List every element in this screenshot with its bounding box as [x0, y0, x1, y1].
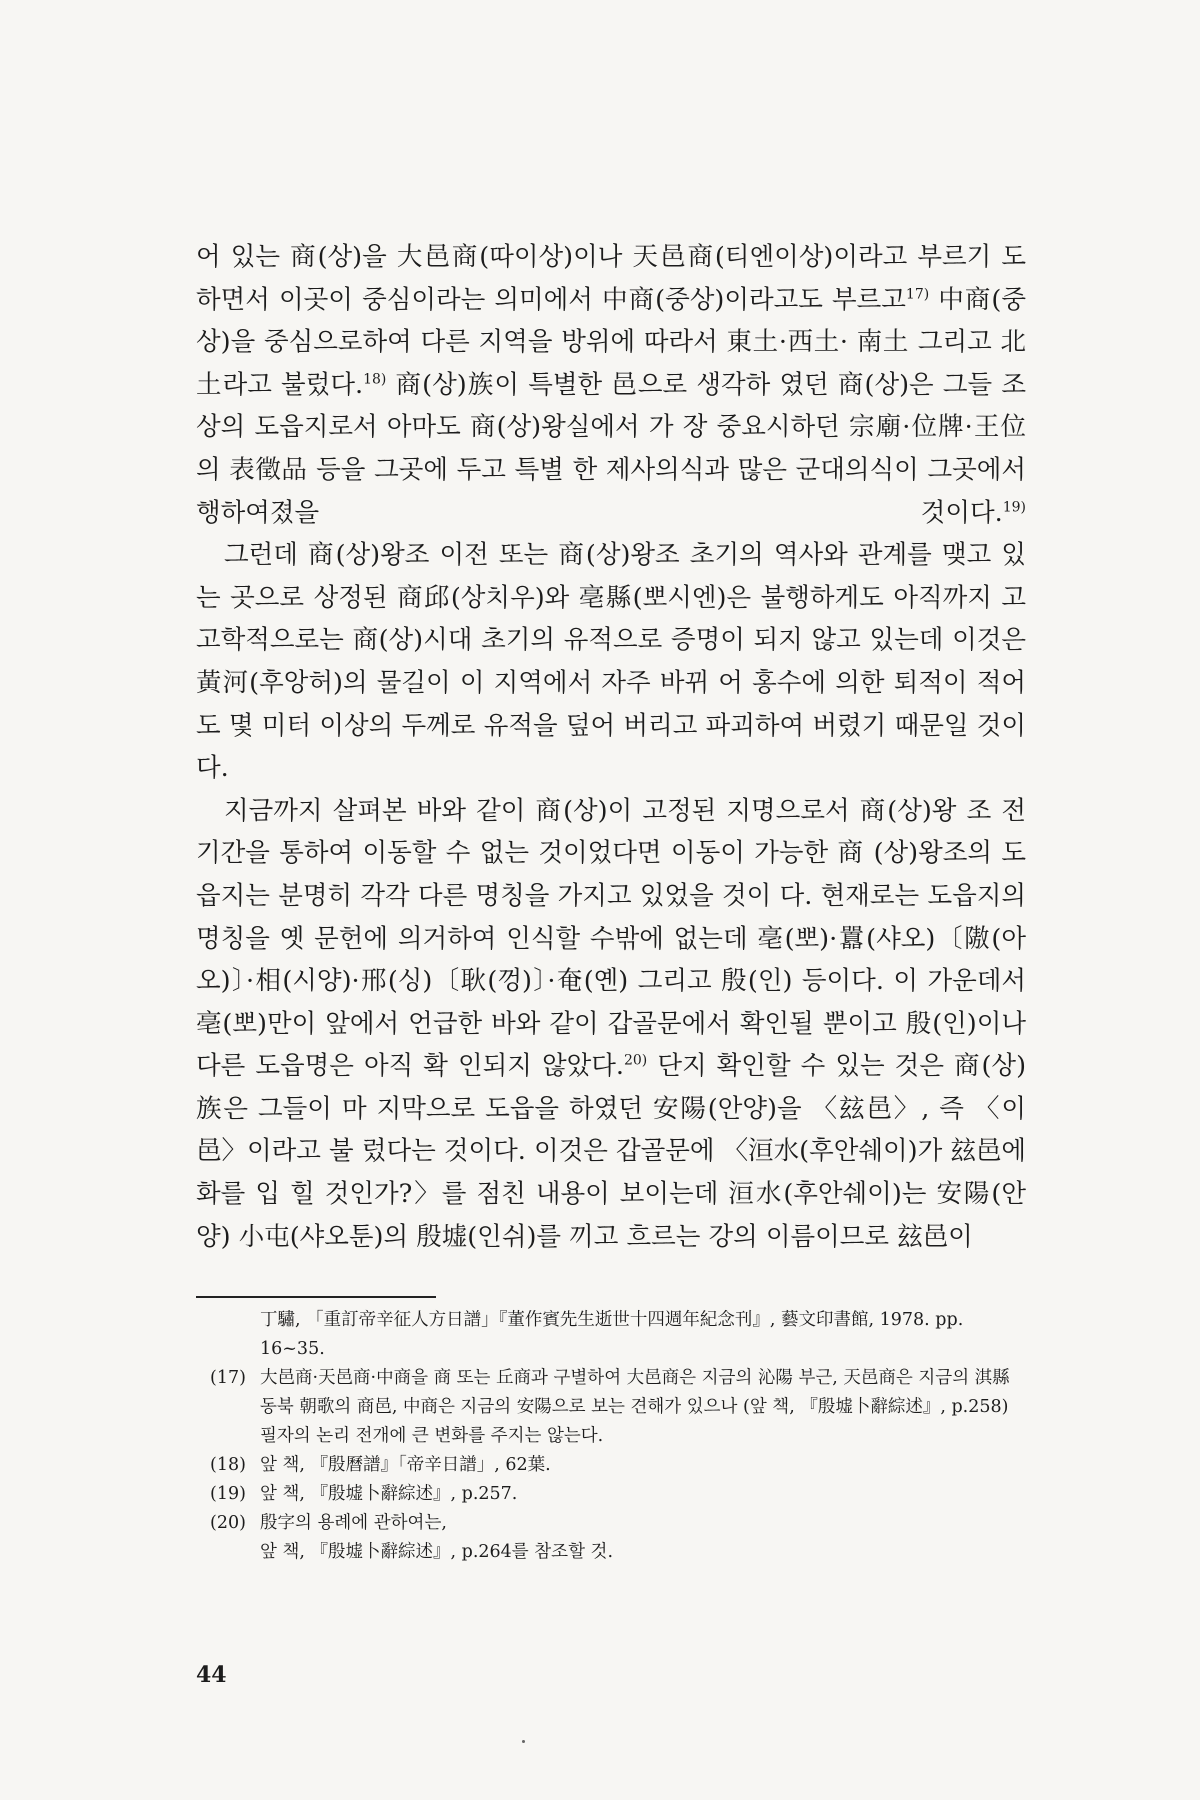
- paragraph: [196, 790, 1026, 1259]
- text-line: 같이 갑골문에서 확인될 뿐이고 殷(인)이나 다른 도읍명은 아직 확: [196, 1008, 1026, 1082]
- footnote: [210, 1451, 1030, 1480]
- text-line: 한 제사의식과 많은 군대의식이 그곳에서 행하여졌을 것이다.: [196, 454, 1027, 528]
- text-line: 商(상)族이 특별한 邑으로 생각하: [386, 369, 771, 400]
- footnotes: [210, 1306, 1030, 1567]
- text-line: 다. 현재로는 도읍지의 명칭을 옛 문헌에 의거하여 인식할 수밖에: [196, 880, 1027, 954]
- text-line: 맺고 있는 곳으로 상정된 商邱(상치우)와 亳縣(뽀시엔)은 불행하게도: [196, 540, 1026, 613]
- paragraph: [196, 534, 1026, 790]
- text-line: 였던 商(상)은 그들 조상의 도읍지로서 아마도 商(상)왕실에서 가: [196, 369, 1026, 443]
- text-line: 도 하면서 이곳이 중심이라는 의미에서 中商(중상)이라고도 부르고: [196, 242, 1027, 315]
- text-line: 그런데 商(상)왕조 이전 또는 商(상)왕조 초기의 역사와 관계를: [224, 540, 932, 571]
- footnote-text: 앞 책, 『殷墟卜辭綜述』, p.264를 참조할 것.: [260, 1542, 614, 1562]
- text-line: 中商(중상)을 중심으로하여 다른 지역을 방위에 따라서 東土·西土·: [196, 284, 1027, 358]
- footnote-number: (20): [210, 1513, 246, 1533]
- paragraph: [196, 236, 1026, 534]
- footnote: [210, 1364, 1030, 1451]
- footnote-ref: 17): [905, 286, 930, 303]
- text-line: 南土 그리고 北土라고 불렀다.: [196, 327, 1026, 400]
- footnote-ref: 19): [1002, 499, 1026, 516]
- footnote-text: 殷字의 용례에 관하여는,: [260, 1513, 447, 1533]
- text-line: 단지 확인할 수 있는 것은 商(상)族은 그들이 마: [196, 1051, 1027, 1124]
- footnote-number: (17): [210, 1368, 246, 1388]
- page-number: 44: [196, 1662, 227, 1688]
- text-line: 小屯(샤오툰)의 殷墟(인쉬)를 끼고 흐르는 강의 이름이므로 玆邑이: [238, 1221, 973, 1252]
- footnote-text: 丁驌, 「重訂帝辛征人方日譜」『董作賓先生逝世十四週年紀念刊』, 藝文印書館, 1978. pp. 16~35.: [260, 1310, 964, 1359]
- text-line: 않고 있는데 이것은 黃河(후앙허)의 물길이 이 지역에서 자주 바뀌: [196, 625, 1026, 698]
- footnote: [210, 1538, 1030, 1567]
- footnote-text: 앞 책, 『殷墟卜辭綜述』, p.257.: [260, 1484, 518, 1504]
- text-line: 조 전기간을 통하여 이동할 수 없는 것이었다면 이동이 가능한 商: [196, 795, 1027, 869]
- text-line: 어 홍수에 의한 퇴적이 적어도 몇 미터 이상의 두께로 유적을 덮어: [196, 667, 1026, 741]
- text-line: 없는데 亳(뽀)·囂(샤오)〔隞(아오)〕·相(시양)·邢(싱)〔耿(껑)〕·奄(옌): [196, 923, 1027, 997]
- text-line: 아직까지 고고학적으로는 商(상)시대 초기의 유적으로 증명이 되지: [196, 582, 1027, 656]
- text-line: 인되지 않았다.: [458, 1051, 624, 1082]
- scan-speck: [522, 1740, 525, 1743]
- text-line: 버리고 파괴하여 버렸기 때문일 것이다.: [196, 710, 1027, 784]
- text-line: 지막으로 도읍을 하였던 安陽(안양)을 〈玆邑〉, 즉 〈이 邑〉이라고 불: [196, 1093, 1026, 1167]
- footnote-ref: 20): [623, 1052, 648, 1069]
- footnote: [210, 1509, 1030, 1538]
- footnote-number: (19): [210, 1484, 246, 1504]
- footnote-ref: 18): [363, 371, 387, 388]
- text-line: 지금까지 살펴본 바와 같이 商(상)이 고정된 지명으로서 商(상)왕: [224, 795, 957, 826]
- footnote-text: 앞 책, 『殷曆譜』「帝辛日譜」, 62葉.: [260, 1455, 551, 1475]
- text-line: 어 있는 商(상)을 大邑商(따이상)이나 天邑商(티엔이상)이라고 부르기: [196, 242, 992, 272]
- footnote-number: (18): [210, 1455, 246, 1475]
- text-line: (상)왕조의 도읍지는 분명히 각각 다른 명칭을 가지고 있었을 것이: [196, 838, 1027, 911]
- text-line: 렀다는 것이다. 이것은 갑골문에 〈洹水(후안쉐이)가 玆邑에 화를 입: [196, 1136, 1027, 1210]
- footnote-divider: [196, 1296, 436, 1298]
- footnote: [210, 1306, 1030, 1364]
- body-text: [196, 236, 1026, 1258]
- text-line: 힐 것인가?〉를 점친 내용이 보이는데 洹水(후안쉐이)는 安陽(안양): [196, 1179, 1026, 1252]
- footnote-text: 大邑商·天邑商·中商을 商 또는 丘商과 구별하여 大邑商은 지금의 沁陽 부근, 天邑商은 지금의 淇縣 동북 朝歌의 商邑, 中商은 지금의 安陽으로 보는 견해가 있으나 (앞 책, 『殷墟卜辭綜述』, p.258) 필자의 논리 전개에 큰 변화를 주지는 않는다.: [260, 1368, 1010, 1446]
- text-line: 장 중요시하던 宗廟·位牌·王位의 表徵品 등을 그곳에 두고 특별: [196, 412, 1027, 485]
- text-line: 그리고 殷(인) 등이다. 이 가운데서 亳(뽀)만이 앞에서 언급한 바와: [196, 966, 1027, 1039]
- footnote: [210, 1480, 1030, 1509]
